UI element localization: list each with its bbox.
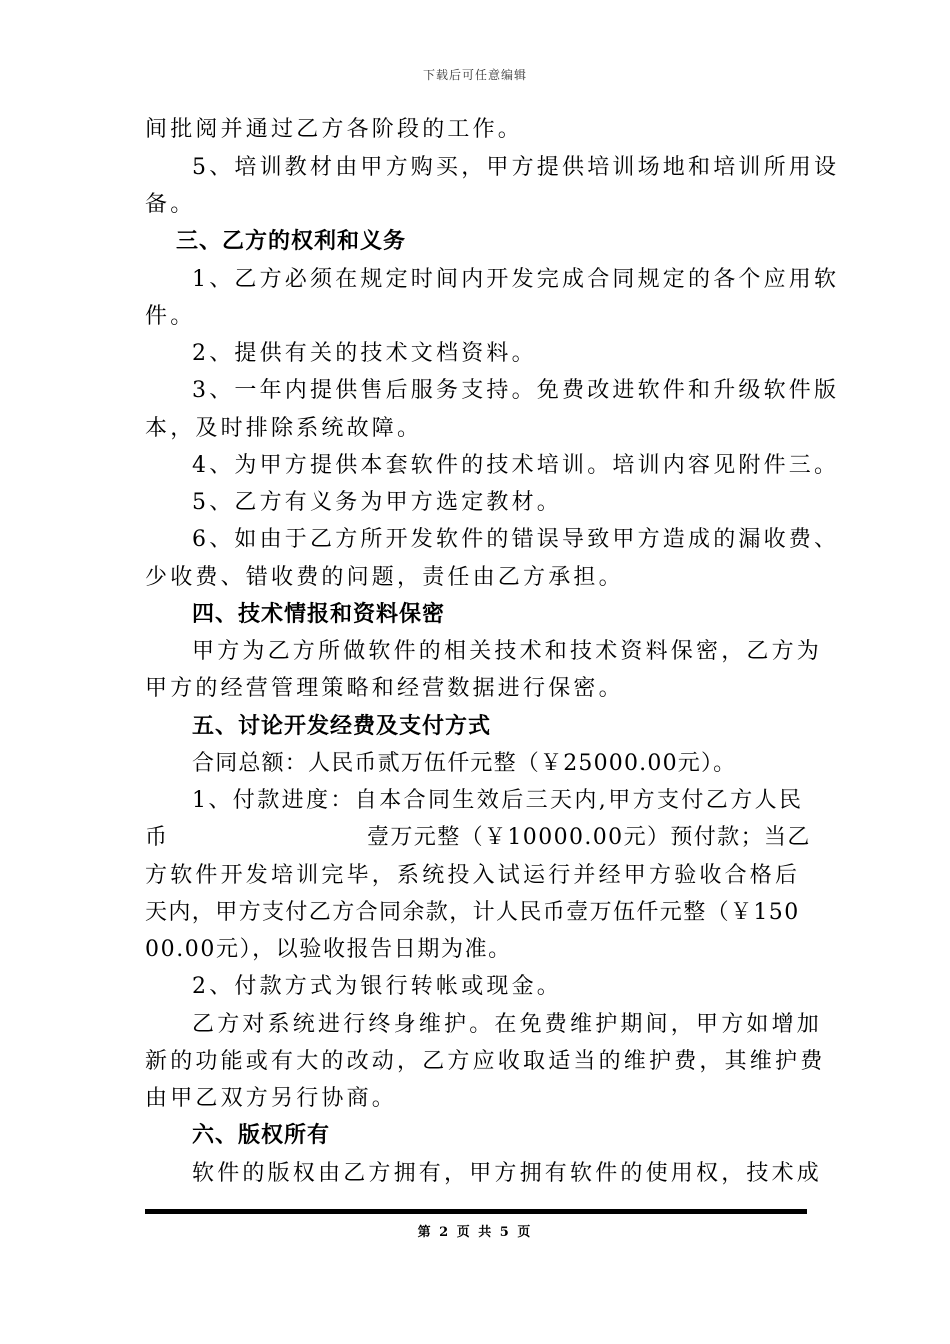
body-line: 新的功能或有大的改动，乙方应收取适当的维护费，其维护费 xyxy=(145,1049,826,1074)
body-line: 甲方为乙方所做软件的相关技术和技术资料保密，乙方为 xyxy=(192,639,823,664)
section-heading: 三、乙方的权利和义务 xyxy=(176,229,407,254)
body-line: 币 xyxy=(145,825,171,850)
section-heading: 六、版权所有 xyxy=(192,1123,331,1148)
body-line: 6、如由于乙方所开发软件的错误导致甲方造成的漏收费、 xyxy=(192,527,840,552)
body-line: 1、付款进度：自本合同生效后三天内,甲方支付乙方人民 xyxy=(192,788,804,813)
body-line: 甲方的经营管理策略和经营数据进行保密。 xyxy=(145,676,624,701)
body-line: 2、付款方式为银行转帐或现金。 xyxy=(192,974,562,999)
body-line: 件。 xyxy=(145,304,196,329)
body-line: 本，及时排除系统故障。 xyxy=(145,416,423,441)
body-line: 00.00元），以验收报告日期为准。 xyxy=(145,937,512,962)
body-line: 3、一年内提供售后服务支持。免费改进软件和升级软件版 xyxy=(192,378,840,403)
body-line: 天内，甲方支付乙方合同余款，计人民币壹万伍仟元整（￥150 xyxy=(145,900,800,925)
body-line: 由甲乙双方另行协商。 xyxy=(145,1086,398,1111)
page-header: 下载后可任意编辑 xyxy=(422,68,527,82)
body-line: 方软件开发培训完毕，系统投入试运行并经甲方验收合格后 xyxy=(145,863,801,888)
body-line: 备。 xyxy=(145,192,196,217)
body-line: 间批阅并通过乙方各阶段的工作。 xyxy=(145,117,524,142)
section-heading: 四、技术情报和资料保密 xyxy=(192,602,446,627)
body-line: 合同总额：人民币贰万伍仟元整（￥25000.00元）。 xyxy=(192,751,737,776)
body-line: 4、为甲方提供本套软件的技术培训。培训内容见附件三。 xyxy=(192,453,840,478)
body-line: 5、培训教材由甲方购买，甲方提供培训场地和培训所用设 xyxy=(192,155,840,180)
page-number: 第 2 页 共 5 页 xyxy=(417,1225,533,1240)
footer-rule xyxy=(145,1209,807,1214)
body-line: 壹万元整（￥10000.00元）预付款；当乙 xyxy=(367,825,811,850)
body-line: 2、提供有关的技术文档资料。 xyxy=(192,341,537,366)
section-heading: 五、讨论开发经费及支付方式 xyxy=(192,714,492,739)
body-line: 少收费、错收费的问题，责任由乙方承担。 xyxy=(145,565,624,590)
body-line: 1、乙方必须在规定时间内开发完成合同规定的各个应用软 xyxy=(192,267,840,292)
body-line: 软件的版权由乙方拥有，甲方拥有软件的使用权，技术成 xyxy=(192,1161,823,1186)
body-line: 5、乙方有义务为甲方选定教材。 xyxy=(192,490,562,515)
body-line: 乙方对系统进行终身维护。在免费维护期间，甲方如增加 xyxy=(192,1012,823,1037)
